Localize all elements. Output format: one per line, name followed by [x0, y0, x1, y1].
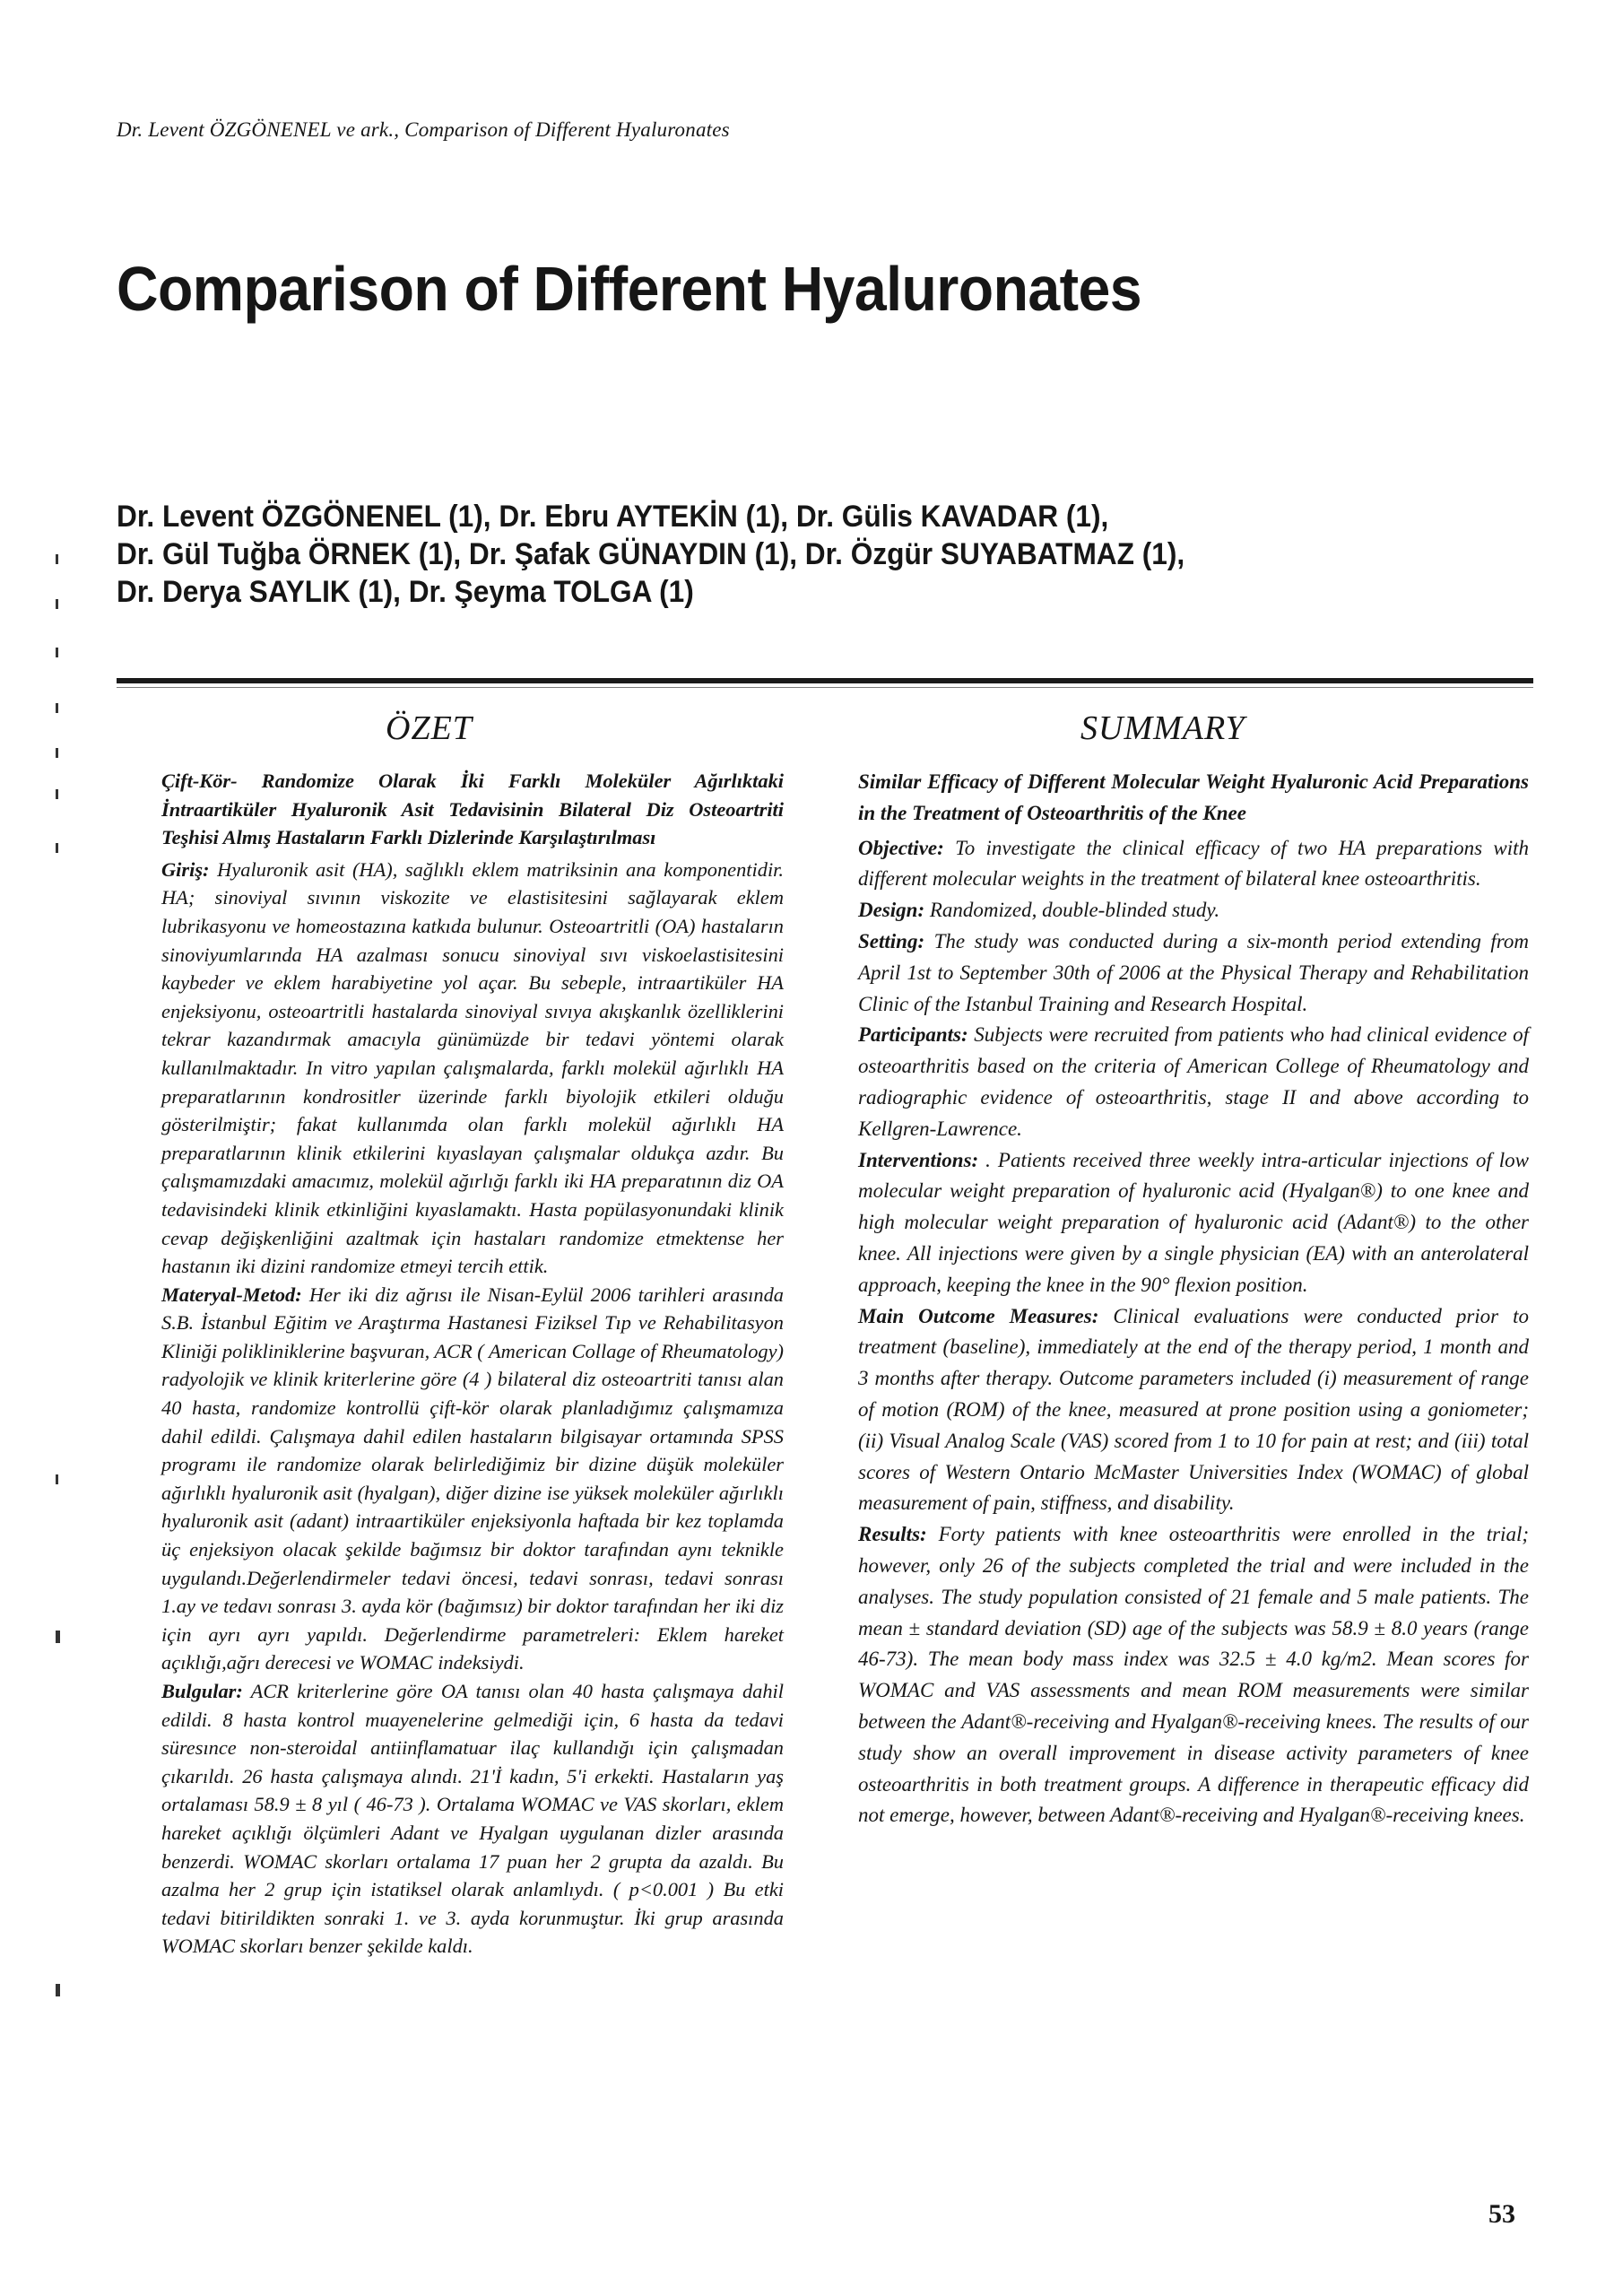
- author-line: Dr. Gül Tuğba ÖRNEK (1), Dr. Şafak GÜNAYDIN (1), Dr. Özgür SUYABATMAZ (1),: [117, 537, 1185, 571]
- scan-margin-mark: [56, 843, 58, 853]
- section-text: Her iki diz ağrısı ile Nisan-Eylül 2006 tarihleri arasında S.B. İstanbul Eğitim ve Araştırma Hastanesi Fiziksel Tıp ve Rehabilitasyon Kliniği polikliniklerine başvuran, ACR ( American Collage of Rheumatology) radyolojik ve klinik kriterlerine göre (4 ) bilateral diz osteoartriti tanısı alan 40 hasta, randomize kontrollü çift-kör olarak planladığımız çalışmamıza dahil edildi. Çalışmaya dahil edilen hastaların bilgisayar ortamında SPSS programı ile randomize olarak belirlediğimiz bir dizine düşük moleküler ağırlıklı hyaluronik asit (hyalgan), diğer dizine ise yüksek moleküler ağırlıklı hyaluronik asit (adant) intraartiküler enjeksiyonla haftada bir kez toplamda üç enjeksiyon olacak şekilde bağımsız bir doktor tarafından aynı teknikle uygulandı.Değerlendirmeler tedavi öncesi, tedavi sonrası, tedavi sonrası 1.ay ve tedavı sonrası 3. ayda kör (bağımsız) bir doktor tarafından her iki diz için ayrı ayrı yapıldı. Değerlendirme parametreleri: Eklem hareket açıklığı,ağrı derecesi ve WOMAC indeksiydi.: [161, 1283, 784, 1674]
- scan-margin-mark: [56, 748, 58, 758]
- author-line: Dr. Levent ÖZGÖNENEL (1), Dr. Ebru AYTEKİN (1), Dr. Gülis KAVADAR (1),: [117, 500, 1109, 534]
- summary-section: [858, 1519, 1529, 1831]
- section-label: Main Outcome Measures:: [858, 1304, 1099, 1327]
- section-text: Forty patients with knee osteoarthritis were enrolled in the trial; however, only 26 of the subjects completed the trial and were included in the analyses. The study population consisted of 21 female and 5 male patients. The mean ± standard deviation (SD) age of the subjects was 58.9 ± 8.0 years (range 46-73). The mean body mass index was 32.5 ± 4.0 kg/m2. Mean scores for WOMAC and VAS assessments and mean ROM measurements were similar between the Adant®-receiving and Hyalgan®-receiving knees. The results of our study show an overall improvement in disease activity parameters of knee osteoarthritis in both treatment groups. A difference in therapeutic efficacy did not emerge, however, between Adant®-receiving and Hyalgan®-receiving knees.: [858, 1523, 1529, 1827]
- section-label: Participants:: [858, 1023, 968, 1047]
- section-text: Hyaluronik asit (HA), sağlıklı eklem matriksinin ana komponentidir. HA; sinoviyal sıvının viskozite ve elastisitesini sağlayarak eklem lubrikasyonu ve homeostazına katkıda bulunur. Osteoartritli (OA) hastaların sinoviyumlarında HA azalması sonucu sinoviyal sıvı viskoelastisitesini kaybeder ve eklem harabiyetine yol açar. Bu sebeple, intraartiküler HA enjeksiyonu, osteoartritli hastalarda sinoviyal sıvıya akışkanlık özelliklerini tekrar kazandırmak amacıyla günümüzde bir tedavi yöntemi olarak kullanılmaktadır. In vitro yapılan çalışmalarda, farklı molekül ağırlıklı HA preparatlarının kondrositler üzerinde farklı biyolojik etkileri olduğu gösterilmiştir; fakat kullanımda olan farklı molekül ağırlıklı HA preparatlarının klinik etkilerini kıyaslayan çalışmalar oldukça azdır. Bu çalışmamızdaki amacımız, molekül ağırlığı farklı iki HA preparatının diz OA tedavisindeki klinik etkinliğini kıyaslamaktı. Hasta popülasyonundaki klinik cevap değişkenliğini azaltmak için hastaları randomize etmektense her hastanın iki dizini randomize etmeyi tercih ettik.: [161, 857, 784, 1278]
- summary-section: [858, 926, 1529, 1020]
- ozet-section: [161, 1677, 784, 1961]
- summary-section: [858, 1301, 1529, 1520]
- summary-section: [858, 895, 1529, 926]
- scan-margin-mark: [56, 703, 58, 713]
- summary-section: [858, 1020, 1529, 1144]
- section-text: To investigate the clinical efficacy of two HA preparations with different molecular weights in the treatment of bilateral knee osteoarthritis.: [858, 836, 1529, 891]
- summary-subtitle: Similar Efficacy of Different Molecular Weight Hyaluronic Acid Preparations in the Treatment of Osteoarthritis of the Knee: [858, 770, 1529, 824]
- author-line: Dr. Derya SAYLIK (1), Dr. Şeyma TOLGA (1): [117, 575, 694, 609]
- summary-heading: SUMMARY: [1080, 709, 1245, 747]
- page-number: 53: [1488, 2199, 1515, 2229]
- scan-margin-mark: [56, 1474, 58, 1484]
- section-label: Bulgular:: [161, 1680, 243, 1702]
- header-divider: [117, 678, 1533, 683]
- header-divider-thin: [117, 687, 1533, 688]
- section-text: Subjects were recruited from patients who had clinical evidence of osteoarthritis based on the criteria of American College of Rheumatology and radiographic evidence of osteoarthritis, stage II and above according to Kellgren-Lawrence.: [858, 1023, 1529, 1140]
- ozet-section: [161, 856, 784, 1281]
- section-label: Materyal-Metod:: [161, 1283, 302, 1306]
- ozet-heading: ÖZET: [386, 709, 473, 747]
- scan-margin-mark: [56, 554, 58, 564]
- scan-margin-mark: [56, 599, 58, 609]
- scan-margin-mark: [56, 648, 58, 657]
- running-header: Dr. Levent ÖZGÖNENEL ve ark., Comparison of Different Hyaluronates: [117, 118, 730, 141]
- section-text: Randomized, double-blinded study.: [924, 899, 1220, 922]
- ozet-column: [161, 767, 784, 1961]
- section-text: Clinical evaluations were conducted prior to treatment (baseline), immediately at the end of the therapy period, 1 month and 3 months after therapy. Outcome parameters included (i) measurement of range of motion (ROM) of the knee, measured at prone position using a goniometer; (ii) Visual Analog Scale (VAS) scored from 1 to 10 for pain at rest; and (iii) total scores of Western Ontario McMaster Universities Index (WOMAC) of global measurement of pain, stiffness, and disability.: [858, 1304, 1529, 1515]
- scan-margin-mark: [56, 1631, 60, 1643]
- summary-section: [858, 1145, 1529, 1301]
- section-label: Setting:: [858, 929, 925, 952]
- section-label: Design:: [858, 899, 925, 922]
- scan-margin-mark: [56, 789, 58, 799]
- section-label: Results:: [858, 1523, 927, 1546]
- scan-margin-mark: [56, 1984, 60, 1996]
- summary-column: [858, 767, 1529, 1831]
- section-text: ACR kriterlerine göre OA tanısı olan 40 hasta çalışmaya dahil edildi. 8 hasta kontrol muayenelerine gelmediği için, 6 hasta da tedavi süresınce non-steroidal antiinflamatuar ilaç kullandığı için çalışmadan çıkarıldı. 26 hasta çalışmaya alındı. 21'İ kadın, 5'i erkekti. Hastaların yaş ortalaması 58.9 ± 8 yıl ( 46-73 ). Ortalama WOMAC ve VAS skorları, eklem hareket açıklığı ölçümleri Adant ve Hyalgan uygulanan dizler arasında benzerdi. WOMAC skorları ortalama 17 puan her 2 grupta da azaldı. Bu azalma her 2 grup için istatiksel olarak anlamlıydı. ( p<0.001 ) Bu etki tedavi bitirildikten sonraki 1. ve 3. ayda korunmuştur. İki grup arasında WOMAC skorları benzer şekilde kaldı.: [161, 1680, 784, 1958]
- section-text: . Patients received three weekly intra-articular injections of low molecular weight preparation of hyaluronic acid (Hyalgan®) to one knee and high molecular weight preparation of hyaluronic acid (Adant®) to the other knee. All injections were given by a single physician (EA) with an anterolateral approach, keeping the knee in the 90° flexion position.: [858, 1148, 1529, 1296]
- section-label: Objective:: [858, 836, 944, 859]
- ozet-section: [161, 1281, 784, 1677]
- section-label: Giriş:: [161, 857, 210, 881]
- section-label: Interventions:: [858, 1148, 979, 1171]
- ozet-subtitle: Çift-Kör- Randomize Olarak İki Farklı Moleküler Ağırlıktaki İntraartiküler Hyaluronik Asit Tedavisinin Bilateral Diz Osteoartriti Teşhisi Almış Hastaların Farklı Dizlerinde Karşılaştırılması: [161, 770, 784, 849]
- author-list: [117, 498, 1506, 611]
- article-title: Comparison of Different Hyaluronates: [117, 254, 1142, 324]
- summary-section: [858, 833, 1529, 896]
- section-text: The study was conducted during a six-month period extending from April 1st to September 30th of 2006 at the Physical Therapy and Rehabilitation Clinic of the Istanbul Training and Research Hospital.: [858, 929, 1529, 1015]
